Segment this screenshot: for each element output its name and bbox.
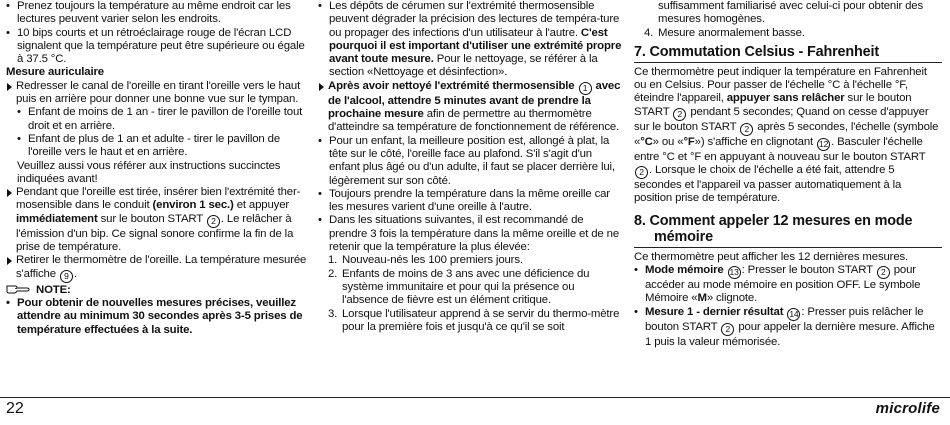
column-3 (634, 0, 942, 349)
bullet-memory-mode: • Mode mémoire 13 : Presser le bouton START 2 pour accéder au mode mémoire en position OFF. Le symbole Mémoire «M» clignote. (634, 264, 942, 306)
probe-ref: 1 (579, 82, 592, 95)
section-8-rule (634, 247, 942, 248)
bullet-child-position: • Pour un enfant, la meilleure position est, allongé à plat, la tête sur le côté, l'oreille face au plafond. S'il s'agit d'un enfant plus âgé ou d'un adulte, il faut se placer derrière lui, légèrement sur son côté. (318, 135, 623, 188)
sub-bullet-under-1: • Enfant de moins de 1 an - tirer le pavillon de l'oreille tout droit et en arrière. (6, 106, 310, 133)
section-7-title: 7. Commutation Celsius - Fahrenheit (634, 43, 880, 60)
start-button-ref: 2 (207, 215, 220, 228)
heading-mesure-auriculaire: Mesure auriculaire (6, 66, 104, 79)
footer-rule (0, 397, 950, 398)
step-after-cleaning: Après avoir nettoyé l'extrémité thermosensible 1 avec de l'alcool, attendre 5 minutes avant de prendre la prochaine mesure afin de permettre au thermomètre d'atteindre sa température de fonctionnement de référence. (318, 80, 623, 135)
note-text: • Pour obtenir de nouvelles mesures précises, veuillez attendre au minimum 30 secondes après 3-5 prises de température effectuées à la suite. (6, 297, 310, 337)
section-7-rule (634, 62, 942, 63)
list-item-children: 2. Enfants de moins de 3 ans avec une déficience du système immunitaire et pour qui la présence ou l'absence de fièvre est un élément critique. (328, 267, 590, 307)
bullet-same-ear: • Toujours prendre la température dans la même oreille car les mesures varient d'une oreille à l'autre. (318, 188, 623, 215)
bullet-same-place: • Prenez toujours la température au même endroit car les lectures peuvent varier selon les endroits. (6, 0, 310, 27)
column-2 (318, 0, 623, 334)
note-heading: NOTE: (6, 284, 310, 297)
step-straighten-ear: Redresser le canal de l'oreille en tirant l'oreille vers le haut puis en arrière pour donner une bonne vue sur le tympan. (6, 80, 310, 107)
column-1 (6, 0, 310, 337)
pointing-hand-icon (6, 284, 30, 294)
list-item-newborns: 1. Nouveau-nés les 100 premiers jours. (328, 254, 523, 267)
brand-logo: microlife (875, 400, 940, 417)
display-ref: 9 (60, 270, 73, 283)
section-7-body: Ce thermomètre peut indiquer la température en Fahrenheit ou en Celsius. Pour passer de l'échelle °C à l'échelle °F, éteindre l'appareil, appuyer sans relâcher sur le bouton START 2 pendant 5 secondes; Quand on cesse d'appuyer sur le bouton START 2 après 5 secondes, l'échelle (symbole «°C» ou «°F») s'affiche en clignotant 12 . Basculer l'échelle entre °C et °F en appuyant à nouveau sur le bouton START 2 . Lorsque le choix de l'échelle a été fait, attendre 5 secondes et l'appareil va passer automatiquement à la position prise de température. (634, 65, 939, 205)
list-item-low: 4. Mesure anormalement basse. (644, 26, 805, 39)
step-insert-probe: Pendant que l'oreille est tirée, insérer bien l'extrémité ther-mosensible dans le conduit (environ 1 sec.) et appuyer immédiatement sur le bouton START 2 . Le relâcher à l'émission d'un bip. Ce signal sonore confirme la fin de la prise de température. (6, 186, 310, 254)
refer-instructions: Veuillez aussi vous référer aux instructions succinctes indiquées avant! (17, 159, 281, 185)
bullet-three-times: • Dans les situations suivantes, il est recommandé de prendre 3 fois la température dans la même oreille et de ne retenir que la température la plus élevée: (318, 214, 623, 254)
step-remove: Retirer le thermomètre de l'oreille. La température mesurée s'affiche 9 . (6, 254, 310, 282)
page-number: 22 (6, 400, 24, 417)
bullet-last-result: • Mesure 1 - dernier résultat 14 : Presser puis relâcher le bouton START 2 pour appeler la dernière mesure. Affiche 1 puis la valeur mémorisée. (634, 306, 942, 349)
bullet-beeps: • 10 bips courts et un rétroéclairage rouge de l'écran LCD signalent que la température peut être supérieure ou égale à 37.5 °C. (6, 27, 310, 67)
sub-bullet-over-1: • Enfant de plus de 1 an et adulte - tirer le pavillon de l'oreille vers le haut et en arrière. (6, 133, 310, 160)
section-8-intro: Ce thermomètre peut afficher les 12 dernières mesures. (634, 250, 909, 263)
bullet-cerumen: • Les dépôts de cérumen sur l'extrémité thermosensible peuvent dégrader la précision des lectures de tempéra-ture ou propager des infections d'un utilisateur à l'autre. C'est pourquoi il est important d'utiliser une extrémité propre avant toute mesure. Pour le nettoyage, se référer à la section «Nettoyage et désinfection». (318, 0, 623, 80)
section-8-title: 8. Comment appeler 12 mesures en mode mémoire (634, 212, 913, 245)
list-item-learning: 3. Lorsque l'utilisateur apprend à se servir du thermo-mètre pour la première fois et jusqu'à ce qu'il se soit (328, 307, 620, 333)
list-continuation: suffisamment familiarisé avec celui-ci pour obtenir des mesures homogènes. (658, 0, 924, 26)
